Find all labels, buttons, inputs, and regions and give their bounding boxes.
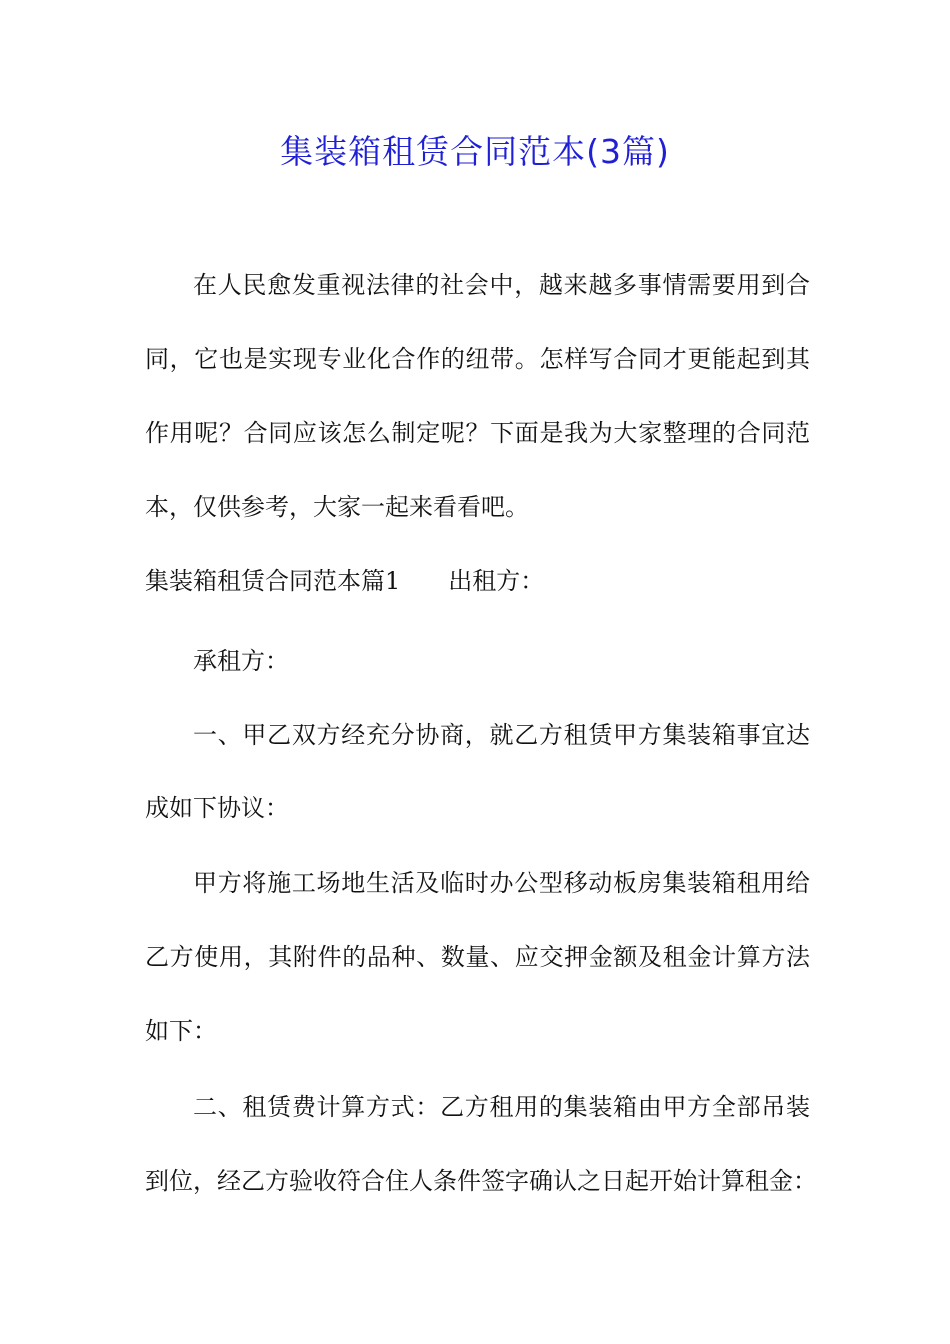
lessee-label: 承租方： <box>193 647 289 675</box>
section-heading-row <box>145 564 810 598</box>
para2-line-1: 甲方将施工场地生活及临时办公型移动板房集装箱租用给 <box>193 869 810 897</box>
lessor-label: 出租方： <box>448 567 545 595</box>
para2-line-2: 乙方使用，其附件的品种、数量、应交押金额及租金计算方法 <box>145 943 810 971</box>
intro-line-2: 同，它也是实现专业化合作的纽带。怎样写合同才更能起到其 <box>145 345 810 373</box>
intro-line-1: 在人民愈发重视法律的社会中，越来越多事情需要用到合 <box>193 271 810 299</box>
intro-line-3: 作用呢？合同应该怎么制定呢？下面是我为大家整理的合同范 <box>145 419 810 447</box>
clause1-line-1: 一、甲乙双方经充分协商，就乙方租赁甲方集装箱事宜达 <box>193 721 810 749</box>
intro-line-4: 本，仅供参考，大家一起来看看吧。 <box>145 493 529 521</box>
clause1-line-2: 成如下协议： <box>145 794 289 822</box>
document-title: 集装箱租赁合同范本(3篇) <box>280 132 670 171</box>
clause2-line-1: 二、租赁费计算方式：乙方租用的集装箱由甲方全部吊装 <box>193 1093 810 1121</box>
para2-line-3: 如下： <box>145 1017 217 1045</box>
section-heading: 集装箱租赁合同范本篇1 <box>145 567 401 595</box>
clause2-line-2: 到位，经乙方验收符合住人条件签字确认之日起开始计算租金： <box>145 1167 817 1195</box>
